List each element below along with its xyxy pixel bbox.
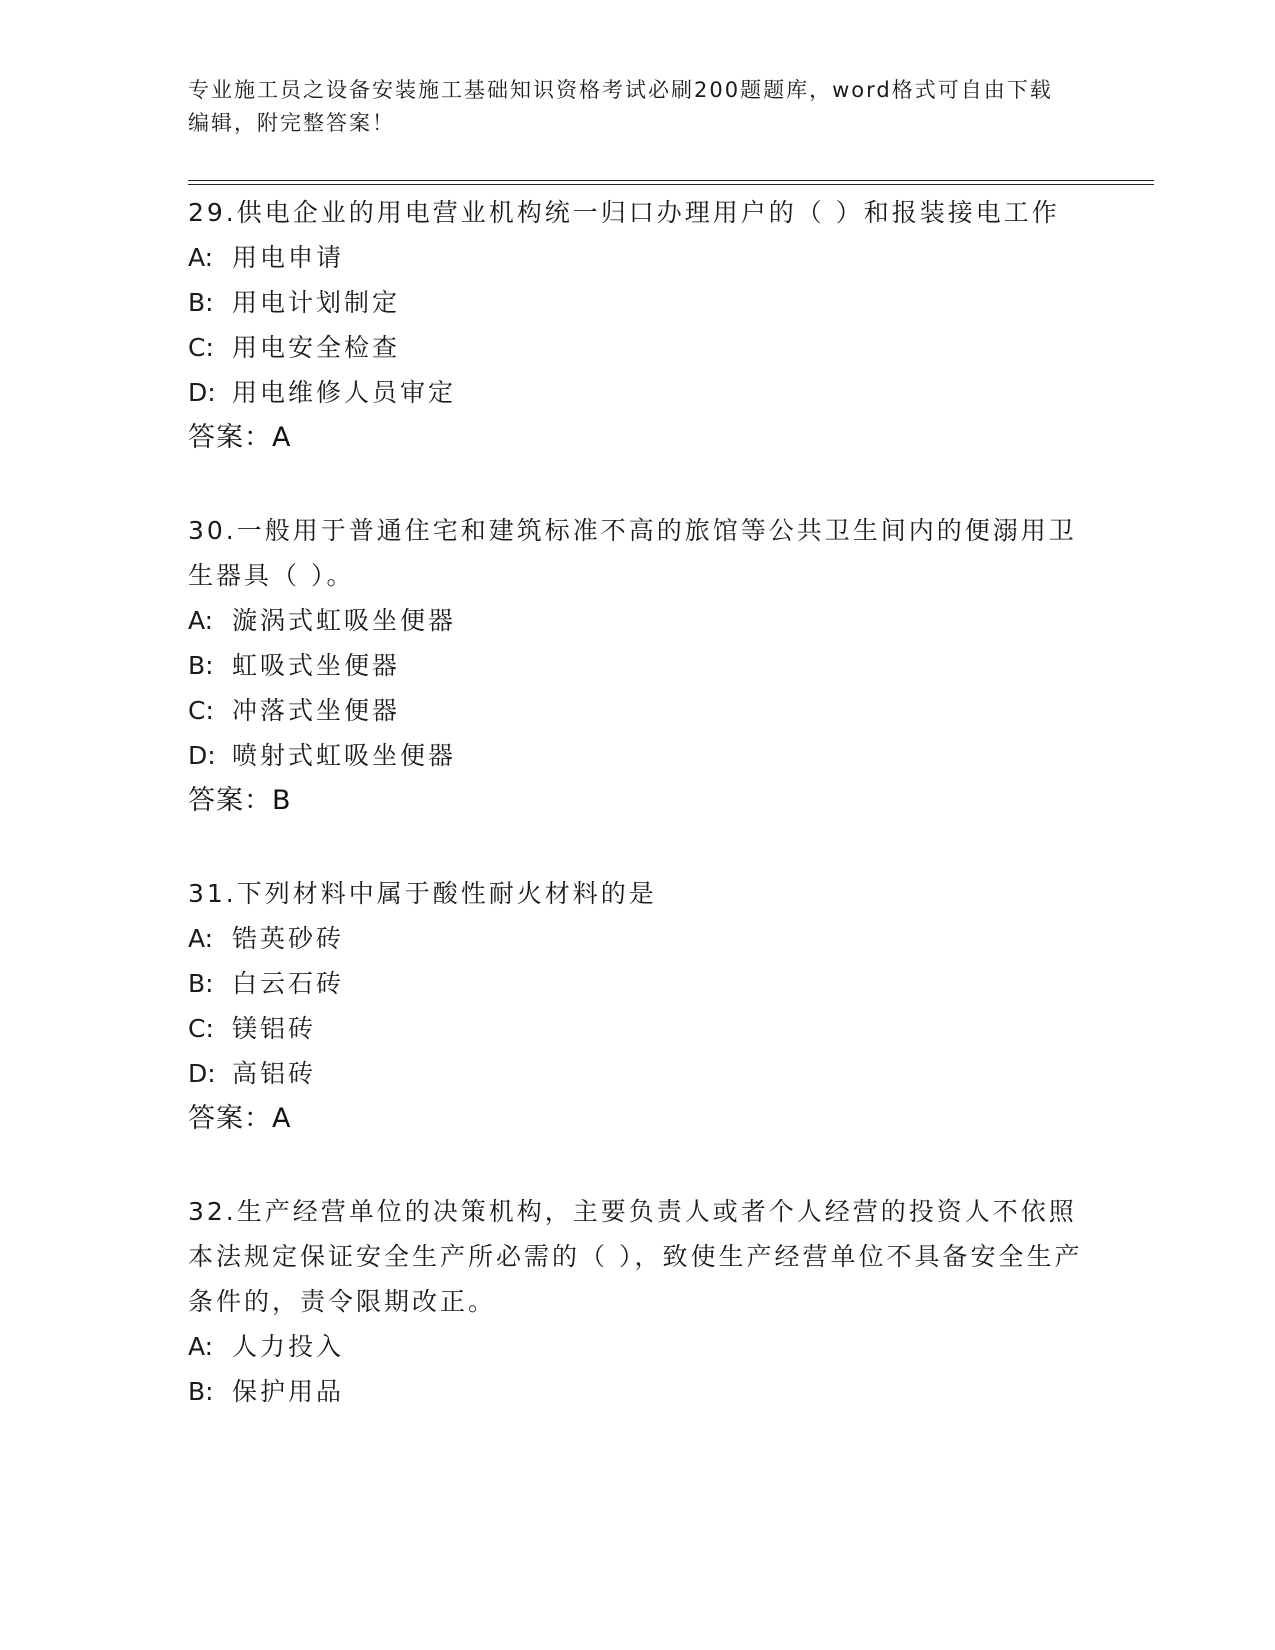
header-divider-thick bbox=[188, 180, 1154, 181]
option-a bbox=[188, 235, 1088, 280]
option-b bbox=[188, 643, 1088, 688]
option-b bbox=[188, 961, 1088, 1006]
option-key: B: bbox=[188, 651, 214, 680]
question-32 bbox=[188, 1189, 1088, 1414]
option-b bbox=[188, 280, 1088, 325]
option-text: 白云石砖 bbox=[232, 969, 345, 998]
question-text: 32.生产经营单位的决策机构，主要负责人或者个人经营的投资人不依照本法规定保证安全生产所必需的（ ），致使生产经营单位不具备安全生产条件的，责令限期改正。 bbox=[188, 1197, 1083, 1316]
option-text: 喷射式虹吸坐便器 bbox=[232, 741, 457, 770]
option-a bbox=[188, 598, 1088, 643]
option-a bbox=[188, 1324, 1088, 1369]
option-key: A: bbox=[188, 1332, 214, 1361]
question-list bbox=[188, 190, 1088, 1414]
answer-line: 答案：A bbox=[188, 1103, 292, 1134]
option-text: 用电计划制定 bbox=[232, 288, 401, 317]
question-31 bbox=[188, 871, 1088, 1141]
question-text: 31.下列材料中属于酸性耐火材料的是 bbox=[188, 879, 657, 908]
document-header: 专业施工员之设备安装施工基础知识资格考试必刷200题题库，word格式可自由下载编辑，附完整答案！ bbox=[188, 78, 1053, 135]
answer-line: 答案：B bbox=[188, 785, 292, 816]
option-text: 镁铝砖 bbox=[232, 1014, 317, 1043]
option-b bbox=[188, 1369, 1088, 1414]
option-text: 高铝砖 bbox=[232, 1059, 317, 1088]
option-key: D: bbox=[188, 741, 216, 770]
option-key: D: bbox=[188, 378, 216, 407]
option-key: A: bbox=[188, 924, 214, 953]
question-text: 29.供电企业的用电营业机构统一归口办理用户的（ ）和报装接电工作 bbox=[188, 198, 1060, 227]
option-text: 人力投入 bbox=[232, 1332, 345, 1361]
option-text: 用电维修人员审定 bbox=[232, 378, 457, 407]
option-c bbox=[188, 325, 1088, 370]
answer-line: 答案：A bbox=[188, 422, 292, 453]
question-29 bbox=[188, 190, 1088, 460]
option-c bbox=[188, 1006, 1088, 1051]
option-d bbox=[188, 733, 1088, 778]
header-divider-thin bbox=[188, 184, 1154, 185]
option-d bbox=[188, 1051, 1088, 1096]
option-key: D: bbox=[188, 1059, 216, 1088]
option-a bbox=[188, 916, 1088, 961]
option-text: 用电安全检查 bbox=[232, 333, 401, 362]
question-30 bbox=[188, 508, 1088, 823]
option-text: 虹吸式坐便器 bbox=[232, 651, 401, 680]
option-text: 用电申请 bbox=[232, 243, 345, 272]
option-key: B: bbox=[188, 969, 214, 998]
option-key: C: bbox=[188, 696, 214, 725]
option-text: 保护用品 bbox=[232, 1377, 345, 1406]
option-d bbox=[188, 370, 1088, 415]
option-key: C: bbox=[188, 1014, 214, 1043]
option-key: B: bbox=[188, 288, 214, 317]
option-text: 锆英砂砖 bbox=[232, 924, 345, 953]
option-key: C: bbox=[188, 333, 214, 362]
option-key: B: bbox=[188, 1377, 214, 1406]
option-c bbox=[188, 688, 1088, 733]
option-key: A: bbox=[188, 243, 214, 272]
option-text: 漩涡式虹吸坐便器 bbox=[232, 606, 457, 635]
question-text: 30.一般用于普通住宅和建筑标准不高的旅馆等公共卫生间内的便溺用卫生器具（ ）。 bbox=[188, 516, 1077, 590]
option-text: 冲落式坐便器 bbox=[232, 696, 401, 725]
option-key: A: bbox=[188, 606, 214, 635]
